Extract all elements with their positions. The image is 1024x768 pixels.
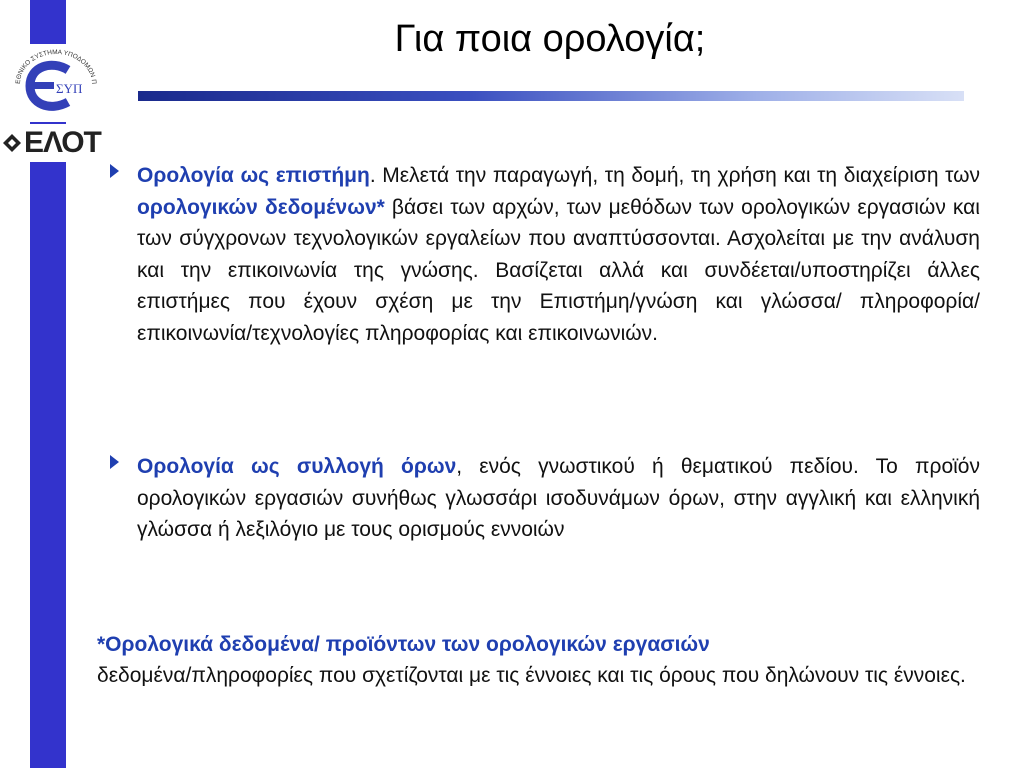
- bullet-collection-text: [137, 451, 980, 546]
- bullet-arrow-icon: [110, 164, 119, 178]
- title-underline: [138, 91, 964, 101]
- elot-logo-text: ΕΛΟΤ: [24, 126, 101, 159]
- bullet-highlight: ορολογικών δεδομένων*: [137, 195, 385, 219]
- bullet-arrow-icon: [110, 455, 119, 469]
- esyp-logo-graphic: [8, 44, 104, 122]
- slide-title: Για ποια ορολογία;: [394, 18, 706, 60]
- bullet-science: [110, 160, 980, 349]
- logo-seal-abbr: ΣΥΠ: [56, 81, 83, 96]
- footnote-text: δεδομένα/πληροφορίες που σχετίζονται με τις έννοιες και τις όρους που δηλώνουν τις έννοιες.: [97, 664, 966, 687]
- bullet-text: . Μελετά την παραγωγή, τη δομή, τη χρήση και τη διαχείριση των: [369, 164, 981, 187]
- bullet-term: Ορολογία ως επιστήμη: [137, 164, 370, 187]
- bullet-text: , ενός γνωστικού ή θεματικού πεδίου. Το προϊόν ορολογικών εργασιών συνήθως γλωσσάρι ισοδυνάμων όρων, στην αγγλική και ελληνική γλώσσα ή λεξιλόγιο με τους ορισμούς εννοιών: [137, 455, 980, 541]
- footnote: [97, 630, 980, 691]
- bullet-text: βάσει των αρχών, των μεθόδων των ορολογικών εργασιών και των σύγχρονων τεχνολογικών εργαλείων που αναπτύσσονται. Ασχολείται με την ανάλυση και την επικοινωνία της γνώσης. Βασίζεται αλλά και συνδέεται/υποστηρίζει άλλες επιστήμες που έχουν σχέση με την Επιστήμη/γνώση και γλώσσα/ πληροφορία/ επικοινωνία/τεχνολογίες πληροφορίας και επικοινωνιών.: [137, 195, 980, 345]
- elot-logo: [0, 124, 108, 162]
- footnote-title: *Ορολογικά δεδομένα/ προϊόντων των ορολογικών εργασιών: [97, 633, 710, 656]
- bullet-term: Ορολογία ως συλλογή όρων: [137, 455, 457, 478]
- bullet-collection: [110, 451, 980, 546]
- elot-diamond-icon: [2, 133, 22, 153]
- bullet-science-text: [137, 160, 980, 349]
- logo-seal-text: ΕΘΝΙΚΟ ΣΥΣΤΗΜΑ ΥΠΟΔΟΜΩΝ Π: [14, 48, 98, 85]
- esyp-logo: [8, 44, 104, 122]
